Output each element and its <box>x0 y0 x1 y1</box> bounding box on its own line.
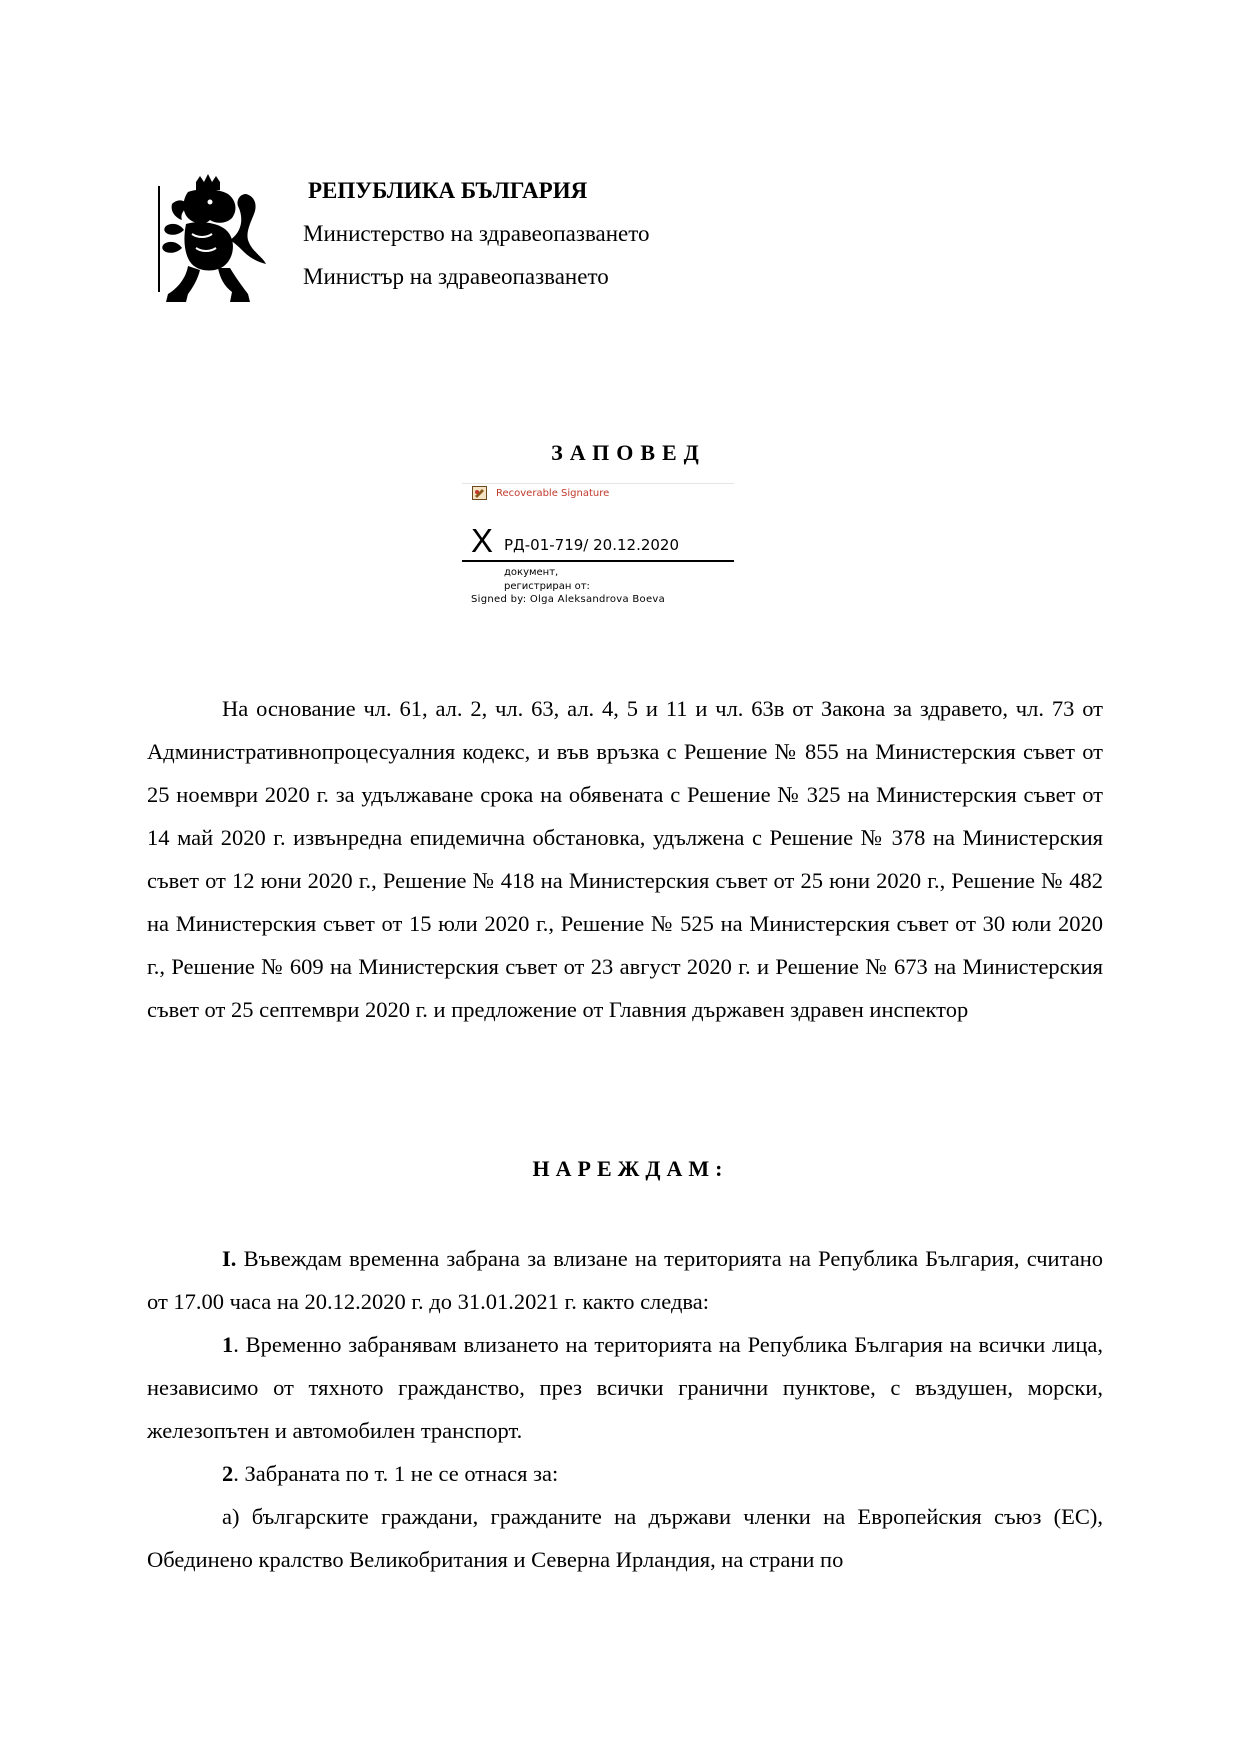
coat-of-arms-icon <box>158 174 270 310</box>
order-title: ЗАПОВЕД <box>551 440 706 465</box>
decree-title: НАРЕЖДАМ: <box>532 1156 729 1181</box>
item-i-number: I. <box>222 1246 237 1271</box>
signature-status: Recoverable Signature <box>496 488 610 499</box>
preamble-paragraph: На основание чл. 61, ал. 2, чл. 63, ал. 4, 5 и 11 и чл. 63в от Закона за здравето, чл. 73 от Административнопроцесуалния кодекс, и във връзка с Решение № 855 на Министерския съвет от 25 ноември 2020 г. за удължаване срока на обявената с Решение № 325 на Министерския съвет от 14 май 2020 г. извънредна епидемична обстановка, удължена с Решение № 378 на Министерския съвет от 12 юни 2020 г., Решение № 418 на Министерския съвет от 25 юни 2020 г., Решение № 482 на Министерския съвет от 15 юли 2020 г., Решение № 525 на Министерския съвет от 30 юли 2020 г., Решение № 609 на Министерския съвет от 23 август 2020 г. и Решение № 673 на Министерския съвет от 25 септември 2020 г. и предложение от Главния държавен здравен инспектор <box>147 696 1103 1022</box>
signature-doc-caption <box>504 566 590 594</box>
signed-by: Signed by: Olga Aleksandrova Boeva <box>471 594 666 605</box>
signature-mark: X <box>471 522 494 559</box>
item-2 <box>147 1452 1103 1495</box>
header-ministry: Министерство на здравеопазването <box>303 221 650 246</box>
item-2-number: 2 <box>222 1461 234 1486</box>
header-republic-title: РЕПУБЛИКА БЪЛГАРИЯ <box>308 178 588 203</box>
item-1-number: 1 <box>222 1332 234 1357</box>
decree-items <box>147 1237 1103 1581</box>
signature-block[interactable] <box>462 480 734 612</box>
item-1 <box>147 1323 1103 1452</box>
signature-doc-line1: документ, <box>504 567 559 578</box>
preamble-section <box>147 687 1103 1031</box>
item-2-text: . Забраната по т. 1 не се отнася за: <box>233 1461 559 1486</box>
signature-pen-icon <box>472 486 487 500</box>
signature-line <box>462 560 734 562</box>
signature-doc-line2: регистриран от: <box>504 581 590 592</box>
item-i-text: Въвеждам временна забрана за влизане на територията на Република България, считано от 17.00 часа на 20.12.2020 г. до 31.01.2021 г. както следва: <box>147 1246 1103 1314</box>
signature-top-divider <box>462 483 734 484</box>
document-number: РД-01-719/ 20.12.2020 <box>504 536 680 554</box>
item-2a: а) българските граждани, гражданите на държави членки на Европейския съюз (ЕС), Обединено кралство Великобритания и Северна Ирландия, на страни по <box>147 1504 1103 1572</box>
header-minister: Министър на здравеопазването <box>303 264 609 289</box>
item-1-text: . Временно забранявам влизането на територията на Република България на всички лица, независимо от тяхното гражданство, през всички гранични пунктове, с въздушен, морски, железопътен и автомобилен транспорт. <box>147 1332 1103 1443</box>
item-i <box>147 1237 1103 1323</box>
